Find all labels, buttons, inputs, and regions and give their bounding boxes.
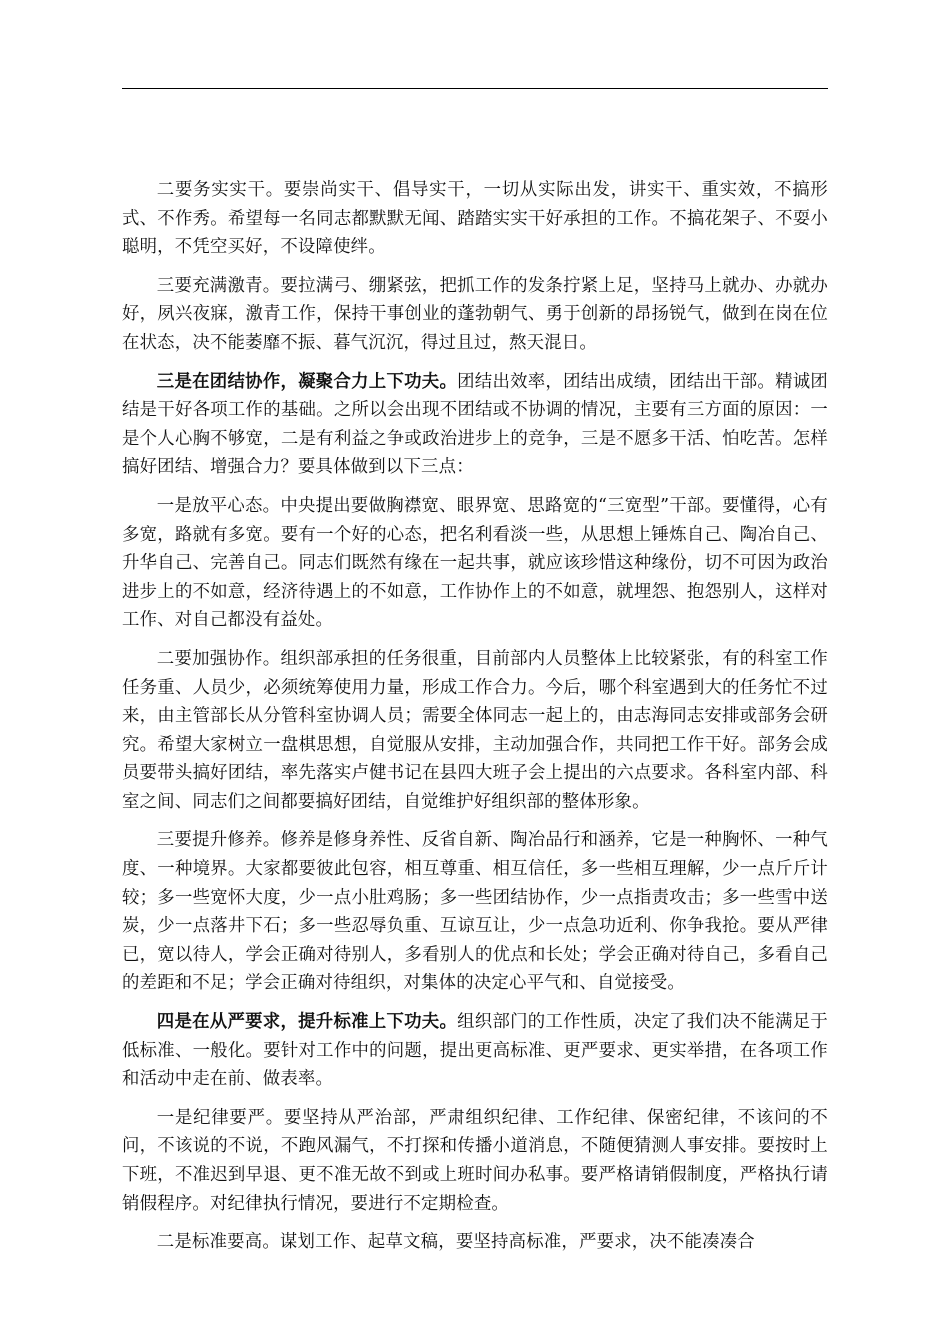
section-paragraph — [122, 368, 828, 482]
section-paragraph — [122, 1008, 828, 1094]
document-body — [122, 176, 828, 1267]
paragraph — [122, 645, 828, 817]
paragraph-text: 三要提升修养。修养是修身养性、反省自新、陶冶品行和涵养，它是一种胸怀、一种气度、一种境界。大家都要彼此包容，相互尊重、相互信任，多一些相互理解，少一点斤斤计较；多一些宽怀大度，少一点小肚鸡肠；多一些团结协作，少一点指责攻击；多一些雪中送炭，少一点落井下石；多一些忍辱负重、互谅互让，少一点急功近利、你争我抢。要从严律已，宽以待人，学会正确对待别人，多看别人的优点和长处；学会正确对待自己，多看自己的差距和不足；学会正确对待组织，对集体的决定心平气和、自觉接受。 — [122, 830, 828, 994]
section-heading: 四是在从严要求，提升标准上下功夫。 — [156, 1012, 458, 1033]
paragraph — [122, 176, 828, 262]
paragraph-text: 二要务实实干。要崇尚实干、倡导实干，一切从实际出发，讲实干、重实效，不搞形式、不作秀。希望每一名同志都默默无闻、踏踏实实干好承担的工作。不搞花架子、不耍小聪明，不凭空买好，不设障使绊。 — [122, 180, 828, 258]
paragraph — [122, 1104, 828, 1218]
paragraph — [122, 492, 828, 635]
paragraph-text: 一是放平心态。中央提出要做胸襟宽、眼界宽、思路宽的“三宽型”干部。要懂得，心有多宽，路就有多宽。要有一个好的心态，把名利看淡一些，从思想上锤炼自己、陶冶自己、升华自己、完善自己。同志们既然有缘在一起共事，就应该珍惜这种缘份，切不可因为政治进步上的不如意，经济待遇上的不如意，工作协作上的不如意，就埋怨、抱怨别人，这样对工作、对自己都没有益处。 — [122, 495, 828, 631]
section-heading: 三是在团结协作，凝聚合力上下功夫。 — [156, 371, 458, 392]
paragraph — [122, 1228, 828, 1257]
paragraph-text: 组织部门的工作性质，决定了我们决不能满足于低标准、一般化。要针对工作中的问题，提出更高标准、更严要求、更实举措，在各项工作和活动中走在前、做表率。 — [122, 1012, 829, 1090]
paragraph-text: 二是标准要高。谋划工作、起草文稿，要坚持高标准，严要求，决不能凑凑合 — [156, 1232, 755, 1253]
paragraph-text: 团结出效率，团结出成绩，团结出干部。精诚团结是干好各项工作的基础。之所以会出现不团结或不协调的情况，主要有三方面的原因：一是个人心胸不够宽，二是有利益之争或政治进步上的竞争，三是不愿多干活、怕吃苦。怎样搞好团结、增强合力？要具体做到以下三点： — [122, 371, 829, 478]
paragraph — [122, 272, 828, 358]
paragraph-text: 二要加强协作。组织部承担的任务很重，目前部内人员整体上比较紧张，有的科室工作任务重、人员少，必须统筹使用力量，形成工作合力。今后，哪个科室遇到大的任务忙不过来，由主管部长从分管科室协调人员；需要全体同志一起上的，由志海同志安排或部务会研究。希望大家树立一盘棋思想，自觉服从安排，主动加强合作，共同把工作干好。部务会成员要带头搞好团结，率先落实卢健书记在县四大班子会上提出的六点要求。各科室内部、科室之间、同志们之间都要搞好团结，自觉维护好组织部的整体形象。 — [122, 648, 828, 812]
paragraph — [122, 826, 828, 998]
paragraph-text: 三要充满激青。要拉满弓、绷紧弦，把抓工作的发条拧紧上足，坚持马上就办、办就办好，夙兴夜寐，激青工作，保持干事创业的蓬勃朝气、勇于创新的昂扬锐气，做到在岗在位在状态，决不能萎靡不振、暮气沉沉，得过且过，熬天混日。 — [122, 275, 828, 353]
header-rule — [122, 88, 828, 89]
paragraph-text: 一是纪律要严。要坚持从严治部，严肃组织纪律、工作纪律、保密纪律，不该问的不问，不该说的不说，不跑风漏气，不打探和传播小道消息，不随便猜测人事安排。要按时上下班，不准迟到早退、更不准无故不到或上班时间办私事。要严格请销假制度，严格执行请销假程序。对纪律执行情况，要进行不定期检查。 — [122, 1107, 828, 1214]
